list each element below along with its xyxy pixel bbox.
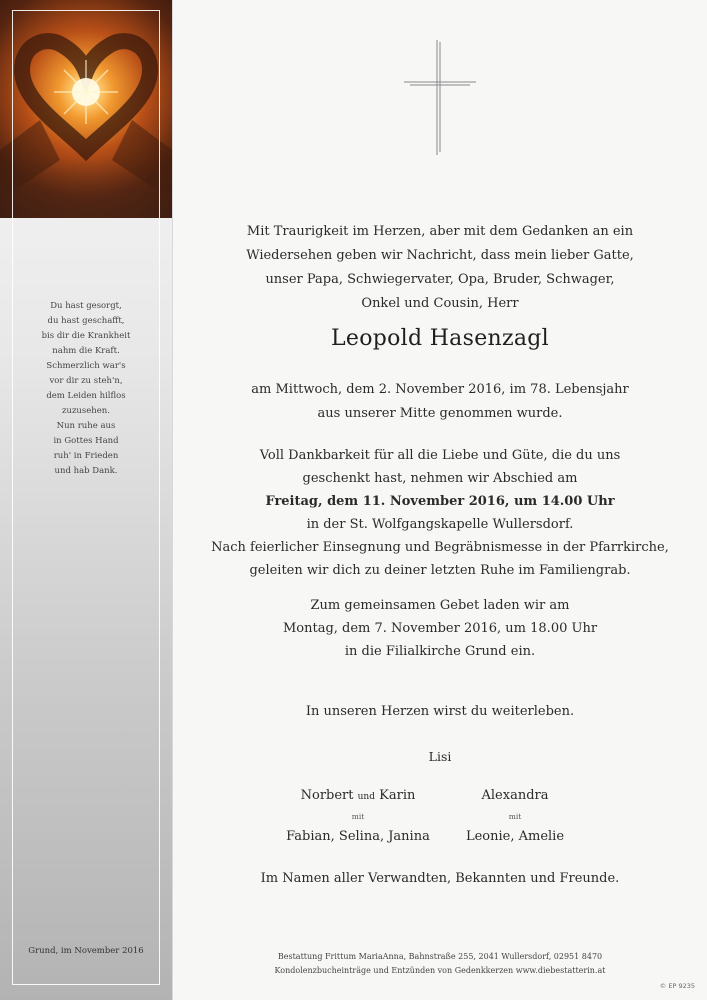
spouse-name: Lisi bbox=[428, 749, 452, 764]
farewell-line: Nach feierlicher Einsegnung und Begräbnismesse in der Pfarrkirche, bbox=[211, 540, 669, 555]
poem-line: nahm die Kraft. bbox=[52, 346, 120, 356]
poem-line: bis dir die Krankheit bbox=[41, 331, 131, 341]
family-mit: mit bbox=[508, 812, 522, 821]
family-connector: und bbox=[357, 792, 375, 802]
print-code: © EP 9235 bbox=[659, 982, 695, 990]
family-left-parents bbox=[283, 788, 433, 803]
poem-line: in Gottes Hand bbox=[53, 436, 119, 446]
poem-line: ruh' in Frieden bbox=[53, 451, 119, 461]
motto: In unseren Herzen wirst du weiterleben. bbox=[305, 704, 575, 719]
footer bbox=[173, 950, 707, 978]
farewell-line: geschenkt hast, nehmen wir Abschied am bbox=[302, 471, 578, 486]
poem-line: Du hast gesorgt, bbox=[50, 301, 122, 311]
funeral-date: Freitag, dem 11. November 2016, um 14.00 Uhr bbox=[265, 494, 615, 509]
intro-line: Onkel und Cousin, Herr bbox=[361, 296, 519, 311]
family-name: Norbert bbox=[300, 788, 354, 803]
poem-line: vor dir zu steh'n, bbox=[49, 376, 123, 386]
prayer-text bbox=[173, 594, 707, 663]
footer-line: Kondolenzbucheinträge und Entzünden von Gedenkkerzen www.diebestatterin.at bbox=[274, 966, 606, 975]
closing-text: Im Namen aller Verwandten, Bekannten und Freunde. bbox=[260, 871, 620, 886]
death-text bbox=[173, 378, 707, 426]
poem-line: du hast geschafft, bbox=[47, 316, 125, 326]
death-line: aus unserer Mitte genommen wurde. bbox=[317, 406, 563, 421]
poem bbox=[22, 299, 150, 479]
family-mit: mit bbox=[351, 812, 365, 821]
family-name: Karin bbox=[379, 788, 416, 803]
notice-main bbox=[173, 0, 707, 1000]
poem-line: zuzusehen. bbox=[62, 406, 110, 416]
sidebar-frame bbox=[12, 10, 160, 985]
intro-text bbox=[173, 220, 707, 316]
sidebar-date: Grund, im November 2016 bbox=[28, 946, 144, 956]
death-line: am Mittwoch, dem 2. November 2016, im 78. Lebensjahr bbox=[251, 382, 629, 397]
farewell-text bbox=[173, 444, 707, 582]
poem-line: dem Leiden hilflos bbox=[46, 391, 126, 401]
cross-icon bbox=[404, 40, 476, 155]
family-right-children: Leonie, Amelie bbox=[465, 829, 565, 844]
footer-line: Bestattung Frittum MariaAnna, Bahnstraße 255, 2041 Wullersdorf, 02951 8470 bbox=[277, 952, 603, 961]
family-right-parent: Alexandra bbox=[481, 788, 549, 803]
prayer-line: Zum gemeinsamen Gebet laden wir am bbox=[310, 598, 570, 613]
prayer-line: in die Filialkirche Grund ein. bbox=[344, 644, 536, 659]
intro-line: Wiedersehen geben wir Nachricht, dass mein lieber Gatte, bbox=[246, 248, 634, 263]
farewell-line: Voll Dankbarkeit für all die Liebe und Güte, die du uns bbox=[259, 448, 621, 463]
poem-line: Schmerzlich war's bbox=[46, 361, 126, 371]
poem-line: Nun ruhe aus bbox=[56, 421, 116, 431]
prayer-line: Montag, dem 7. November 2016, um 18.00 Uhr bbox=[282, 621, 598, 636]
family-left-children: Fabian, Selina, Janina bbox=[286, 829, 430, 844]
sidebar bbox=[0, 0, 173, 1000]
farewell-line: geleiten wir dich zu deiner letzten Ruhe im Familiengrab. bbox=[249, 563, 631, 578]
intro-line: unser Papa, Schwiegervater, Opa, Bruder, Schwager, bbox=[265, 272, 615, 287]
deceased-name: Leopold Hasenzagl bbox=[330, 326, 550, 351]
poem-line: und hab Dank. bbox=[54, 466, 118, 476]
farewell-line: in der St. Wolfgangskapelle Wullersdorf. bbox=[306, 517, 574, 532]
intro-line: Mit Traurigkeit im Herzen, aber mit dem Gedanken an ein bbox=[246, 224, 634, 239]
